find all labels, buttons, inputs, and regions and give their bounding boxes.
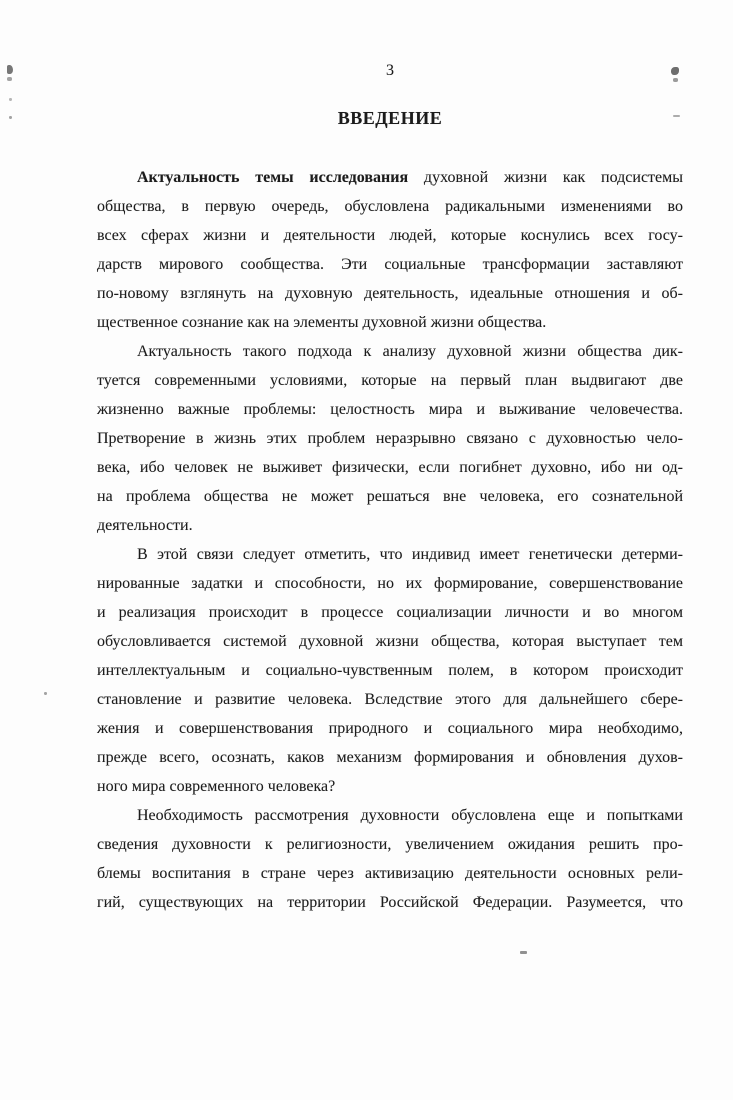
text-line: века, ибо человек не выживет физически, если погибнет духовно, ибо ни од- bbox=[97, 459, 683, 476]
text-line: прежде всего, осознать, каков механизм формирования и обновления духов- bbox=[97, 749, 683, 766]
text-block bbox=[97, 163, 683, 917]
text-line: общества, в первую очередь, обусловлена радикальными изменениями во bbox=[97, 198, 683, 215]
scan-speck bbox=[671, 67, 679, 75]
scan-speck bbox=[9, 98, 12, 101]
page-title: ВВЕДЕНИЕ bbox=[337, 108, 443, 128]
text-line: жения и совершенствования природного и социального мира необходимо, bbox=[97, 720, 683, 737]
text-line: жизненно важные проблемы: целостность мира и выживание человечества. bbox=[97, 401, 683, 418]
text-line: обусловливается системой духовной жизни общества, которая выступает тем bbox=[97, 633, 683, 650]
scan-speck bbox=[673, 78, 678, 82]
text-line: по-новому взглянуть на духовную деятельность, идеальные отношения и об- bbox=[97, 285, 683, 302]
text-line: становление и развитие человека. Вследствие этого для дальнейшего сбере- bbox=[97, 691, 683, 708]
text-line: интеллектуальным и социально-чувственным полем, в котором происходит bbox=[97, 662, 683, 679]
scan-speck bbox=[520, 951, 527, 954]
text-line: всех сферах жизни и деятельности людей, которые коснулись всех госу- bbox=[97, 227, 683, 244]
text-line: туется современными условиями, которые на первый план выдвигают две bbox=[97, 372, 683, 389]
text-line: нированные задатки и способности, но их формирование, совершенствование bbox=[97, 575, 683, 592]
text-line: Претворение в жизнь этих проблем неразрывно связано с духовностью чело- bbox=[97, 430, 683, 447]
scan-speck bbox=[44, 692, 47, 695]
text-line: ного мира современного человека? bbox=[97, 778, 336, 795]
text-line: Актуальность такого подхода к анализу духовной жизни общества дик- bbox=[137, 343, 683, 360]
text-line: деятельности. bbox=[97, 517, 193, 534]
text-line: В этой связи следует отметить, что индивид имеет генетически детерми- bbox=[137, 546, 683, 563]
page-number: 3 bbox=[386, 62, 394, 79]
scan-speck bbox=[7, 77, 12, 81]
bold-run: Актуальность темы исследования bbox=[137, 169, 409, 186]
text-line: Необходимость рассмотрения духовности обусловлена еще и попытками bbox=[137, 807, 683, 824]
text-line: блемы воспитания в стране через активизацию деятельности основных рели- bbox=[97, 865, 683, 882]
text-line: дарств мирового сообщества. Эти социальные трансформации заставляют bbox=[97, 256, 683, 273]
scan-speck bbox=[7, 65, 13, 74]
text-line: Актуальность темы исследования духовной жизни как подсистемы bbox=[137, 169, 684, 186]
text-line: и реализация происходит в процессе социализации личности и во многом bbox=[97, 604, 683, 621]
scan-speck bbox=[673, 115, 680, 117]
text-line: щественное сознание как на элементы духовной жизни общества. bbox=[97, 314, 547, 331]
text-line: гий, существующих на территории Российской Федерации. Разумеется, что bbox=[97, 894, 683, 911]
text-line: сведения духовности к религиозности, увеличением ожидания решить про- bbox=[97, 836, 683, 853]
scan-speck bbox=[9, 116, 12, 119]
text-line: на проблема общества не может решаться вне человека, его сознательной bbox=[97, 488, 683, 505]
